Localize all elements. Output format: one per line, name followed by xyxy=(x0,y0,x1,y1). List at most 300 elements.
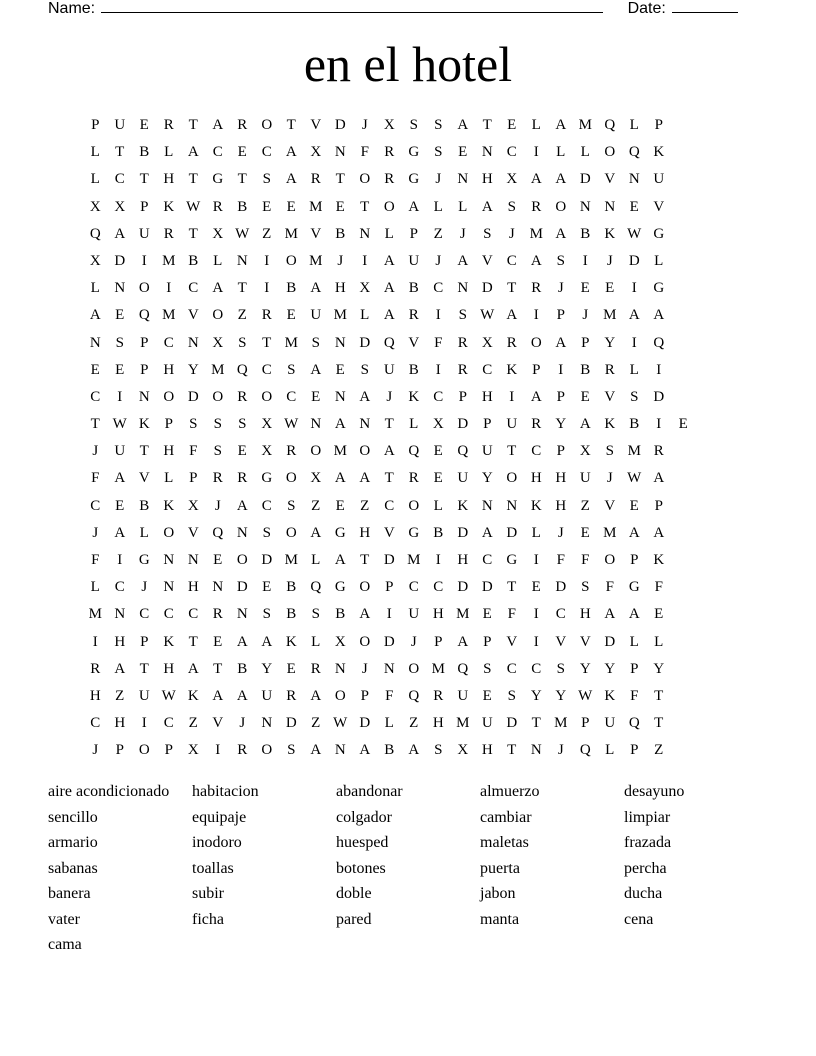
grid-letter: B xyxy=(286,579,297,596)
grid-letter: E xyxy=(482,606,492,623)
grid-letter: C xyxy=(188,280,199,297)
grid-letter: Y xyxy=(530,687,542,704)
grid-row xyxy=(83,330,733,357)
grid-letter: O xyxy=(163,524,175,541)
word-bank-item: pared xyxy=(336,910,372,928)
grid-letter: V xyxy=(481,252,493,269)
word-bank-item: puerta xyxy=(480,859,520,877)
header xyxy=(48,0,748,20)
grid-letter: H xyxy=(163,443,175,460)
grid-letter: E xyxy=(311,388,321,405)
grid-letter: E xyxy=(237,443,247,460)
grid-letter: D xyxy=(604,633,616,650)
grid-letter: J xyxy=(557,742,564,759)
grid-letter: P xyxy=(409,225,418,242)
grid-letter: N xyxy=(334,660,346,677)
grid-letter: D xyxy=(555,579,567,596)
grid-letter: N xyxy=(359,225,371,242)
grid-letter: N xyxy=(481,144,493,161)
grid-letter: I xyxy=(656,361,662,378)
grid-letter: I xyxy=(509,388,515,405)
grid-letter: Z xyxy=(433,225,443,242)
grid-letter: B xyxy=(384,742,395,759)
grid-letter: L xyxy=(164,470,174,487)
grid-letter: L xyxy=(531,117,541,133)
grid-letter: C xyxy=(433,388,444,405)
grid-letter: H xyxy=(114,633,126,650)
grid-letter: D xyxy=(285,715,297,732)
grid-letter: N xyxy=(212,579,224,596)
grid-letter: E xyxy=(335,497,345,514)
grid-letter: N xyxy=(236,606,248,623)
grid-letter: I xyxy=(435,307,441,324)
grid-letter: N xyxy=(628,171,640,188)
grid-letter: A xyxy=(481,524,493,541)
grid-letter: E xyxy=(433,470,443,487)
grid-letter: Q xyxy=(457,443,469,460)
grid-letter: L xyxy=(629,117,639,133)
grid-letter: O xyxy=(212,307,224,324)
grid-letter: A xyxy=(114,470,126,487)
grid-letter: K xyxy=(408,388,420,405)
grid-letter: N xyxy=(114,606,126,623)
grid-letter: B xyxy=(139,497,150,514)
grid-letter: T xyxy=(188,633,198,650)
grid-letter: A xyxy=(408,742,420,759)
grid-letter: A xyxy=(359,742,371,759)
grid-letter: N xyxy=(457,171,469,188)
grid-letter: A xyxy=(114,524,126,541)
grid-letter: E xyxy=(90,361,100,378)
grid-letter: R xyxy=(384,144,395,161)
grid-letter: S xyxy=(581,579,590,596)
grid-letter: I xyxy=(533,307,539,324)
grid-letter: L xyxy=(409,416,419,433)
grid-letter: P xyxy=(630,660,639,677)
word-bank-item: ducha xyxy=(624,885,663,902)
grid-letter: B xyxy=(286,606,297,623)
grid-letter: C xyxy=(482,361,493,378)
grid-letter: R xyxy=(457,334,468,351)
grid-letter: O xyxy=(604,552,616,568)
grid-letter: H xyxy=(89,687,101,704)
grid-letter: A xyxy=(310,524,322,541)
grid-letter: U xyxy=(481,715,493,732)
word-bank-item: equipaje xyxy=(192,808,247,826)
grid-letter: S xyxy=(434,117,443,133)
grid-letter: R xyxy=(531,416,542,433)
grid-letter: I xyxy=(92,633,98,650)
grid-letter: C xyxy=(163,715,174,732)
grid-letter: G xyxy=(408,524,420,541)
grid-letter: D xyxy=(383,633,395,650)
grid-letter: M xyxy=(603,307,617,324)
grid-letter: B xyxy=(237,198,248,215)
grid-letter: X xyxy=(334,633,346,650)
grid-letter: F xyxy=(360,144,369,161)
grid-letter: E xyxy=(482,687,492,704)
grid-letter: M xyxy=(162,307,176,324)
grid-letter: U xyxy=(506,416,518,433)
grid-letter: A xyxy=(359,470,371,487)
grid-row xyxy=(83,384,733,411)
grid-letter: D xyxy=(579,171,591,188)
grid-letter: M xyxy=(407,552,421,568)
grid-letter: H xyxy=(530,470,542,487)
grid-letter: J xyxy=(435,171,442,188)
grid-letter: P xyxy=(556,388,565,405)
grid-letter: B xyxy=(580,225,591,242)
grid-letter: M xyxy=(431,660,445,677)
grid-letter: U xyxy=(653,171,665,188)
grid-letter: P xyxy=(654,117,663,133)
grid-letter: B xyxy=(139,144,150,161)
grid-letter: A xyxy=(555,225,567,242)
grid-letter: M xyxy=(309,252,323,269)
word-bank-item: cama xyxy=(48,936,82,953)
grid-letter: D xyxy=(236,579,248,596)
grid-letter: M xyxy=(309,198,323,215)
grid-letter: A xyxy=(653,307,665,324)
grid-letter: V xyxy=(408,334,420,351)
grid-letter: Q xyxy=(653,334,665,351)
grid-letter: S xyxy=(409,117,418,133)
grid-letter: R xyxy=(237,117,248,133)
grid-letter: X xyxy=(261,443,273,460)
grid-letter: O xyxy=(138,280,150,297)
grid-letter: O xyxy=(310,443,322,460)
grid-letter: C xyxy=(188,606,199,623)
grid-letter: O xyxy=(138,742,150,759)
grid-letter: A xyxy=(285,171,297,188)
grid-letter: X xyxy=(359,280,371,297)
grid-letter: H xyxy=(114,715,126,732)
grid-letter: L xyxy=(580,144,590,161)
grid-letter: S xyxy=(630,388,639,405)
grid-letter: V xyxy=(579,633,591,650)
grid-letter: A xyxy=(579,416,591,433)
grid-letter: I xyxy=(166,280,172,297)
grid-letter: F xyxy=(91,470,100,487)
grid-letter: R xyxy=(310,171,321,188)
grid-letter: B xyxy=(335,225,346,242)
word-bank-item: maletas xyxy=(480,834,529,851)
grid-letter: P xyxy=(630,552,639,568)
grid-letter: A xyxy=(187,144,199,161)
grid-letter: L xyxy=(629,633,639,650)
grid-letter: O xyxy=(261,388,273,405)
grid-letter: N xyxy=(506,497,518,514)
grid-letter: K xyxy=(163,633,175,650)
grid-letter: L xyxy=(213,252,223,269)
grid-letter: O xyxy=(530,334,542,351)
grid-letter: M xyxy=(333,307,347,324)
grid-letter: F xyxy=(434,334,443,351)
grid-letter: N xyxy=(89,334,101,351)
grid-letter: A xyxy=(310,687,322,704)
grid-letter: A xyxy=(530,171,542,188)
grid-letter: M xyxy=(211,361,225,378)
grid-letter: J xyxy=(606,252,613,269)
grid-letter: N xyxy=(604,198,616,215)
grid-letter: P xyxy=(581,715,590,732)
grid-letter: U xyxy=(481,443,493,460)
grid-letter: R xyxy=(212,198,223,215)
grid-letter: S xyxy=(507,198,516,215)
grid-letter: A xyxy=(334,552,346,568)
grid-letter: O xyxy=(285,470,297,487)
grid-letter: L xyxy=(90,280,100,297)
name-blank-line[interactable] xyxy=(101,0,603,13)
word-bank-item: abandonar xyxy=(336,783,403,800)
page-title: en el hotel xyxy=(303,36,513,92)
grid-row xyxy=(83,357,733,384)
grid-letter: R xyxy=(212,606,223,623)
grid-letter: U xyxy=(138,687,150,704)
grid-letter: W xyxy=(284,416,299,433)
grid-letter: A xyxy=(457,117,469,133)
grid-letter: K xyxy=(653,552,665,568)
word-bank-item: manta xyxy=(480,910,520,928)
grid-letter: I xyxy=(435,552,441,568)
grid-letter: T xyxy=(139,443,149,460)
grid-row xyxy=(83,166,733,193)
grid-letter: E xyxy=(654,606,664,623)
grid-letter: X xyxy=(187,742,199,759)
grid-letter: O xyxy=(359,171,371,188)
grid-letter: T xyxy=(139,171,149,188)
grid-letter: D xyxy=(457,579,469,596)
grid-letter: R xyxy=(286,687,297,704)
grid-row xyxy=(83,438,733,465)
grid-letter: D xyxy=(261,552,273,568)
grid-letter: Z xyxy=(237,307,247,324)
grid-letter: G xyxy=(408,144,420,161)
grid-letter: N xyxy=(261,715,273,732)
grid-letter: E xyxy=(115,307,125,324)
grid-letter: A xyxy=(383,443,395,460)
grid-letter: A xyxy=(383,307,395,324)
grid-letter: Q xyxy=(212,524,224,541)
grid-letter: W xyxy=(627,470,642,487)
grid-letter: P xyxy=(385,579,394,596)
grid-letter: R xyxy=(163,117,174,133)
grid-letter: K xyxy=(506,361,518,378)
grid-letter: A xyxy=(310,361,322,378)
grid-letter: B xyxy=(408,361,419,378)
grid-letter: E xyxy=(458,144,468,161)
grid-letter: O xyxy=(604,144,616,161)
word-bank-item: huesped xyxy=(336,834,389,851)
grid-letter: B xyxy=(286,280,297,297)
grid-letter: J xyxy=(606,470,613,487)
grid-letter: W xyxy=(235,225,250,242)
grid-letter: M xyxy=(529,225,543,242)
grid-letter: P xyxy=(630,742,639,759)
grid-letter: L xyxy=(556,144,566,161)
grid-letter: N xyxy=(138,388,150,405)
grid-letter: D xyxy=(187,388,199,405)
grid-letter: T xyxy=(507,742,517,759)
grid-letter: W xyxy=(480,307,495,324)
grid-letter: O xyxy=(506,470,518,487)
grid-letter: H xyxy=(163,361,175,378)
grid-row xyxy=(83,302,733,329)
grid-row xyxy=(83,112,733,139)
grid-letter: G xyxy=(653,280,665,297)
grid-letter: I xyxy=(582,252,588,269)
grid-letter: J xyxy=(557,524,564,541)
grid-letter: D xyxy=(481,280,493,297)
grid-letter: E xyxy=(580,524,590,541)
grid-letter: J xyxy=(239,715,246,732)
grid-row xyxy=(83,547,733,574)
grid-letter: M xyxy=(284,334,298,351)
grid-letter: N xyxy=(163,579,175,596)
grid-letter: G xyxy=(408,171,420,188)
grid-letter: U xyxy=(114,117,126,133)
grid-letter: R xyxy=(653,443,664,460)
grid-row xyxy=(83,465,733,492)
grid-letter: Z xyxy=(360,497,370,514)
grid-letter: V xyxy=(604,497,616,514)
grid-letter: F xyxy=(91,552,100,568)
grid-letter: A xyxy=(212,687,224,704)
grid-letter: S xyxy=(556,660,565,677)
grid-letter: Z xyxy=(262,225,272,242)
grid-letter: A xyxy=(187,660,199,677)
grid-row xyxy=(83,710,733,737)
grid-letter: E xyxy=(629,198,639,215)
grid-letter: A xyxy=(114,660,126,677)
grid-letter: K xyxy=(604,687,616,704)
grid-letter: A xyxy=(653,524,665,541)
grid-letter: N xyxy=(236,524,248,541)
grid-letter: O xyxy=(285,524,297,541)
grid-letter: T xyxy=(360,198,370,215)
grid-letter: E xyxy=(262,579,272,596)
grid-letter: E xyxy=(507,117,517,133)
grid-letter: S xyxy=(311,334,320,351)
grid-letter: E xyxy=(139,117,149,133)
grid-letter: L xyxy=(139,524,149,541)
grid-letter: T xyxy=(531,715,541,732)
grid-letter: S xyxy=(189,416,198,433)
grid-letter: Z xyxy=(580,497,590,514)
grid-letter: T xyxy=(507,280,517,297)
grid-letter: T xyxy=(237,171,247,188)
grid-letter: R xyxy=(408,307,419,324)
grid-letter: R xyxy=(163,225,174,242)
grid-row xyxy=(83,221,733,248)
grid-letter: H xyxy=(457,552,469,568)
grid-letter: X xyxy=(89,252,101,269)
grid-letter: C xyxy=(90,497,101,514)
grid-letter: M xyxy=(88,606,102,623)
grid-letter: N xyxy=(163,552,175,568)
grid-letter: D xyxy=(359,334,371,351)
grid-letter: L xyxy=(164,144,174,161)
word-bank-item: percha xyxy=(624,859,667,877)
grid-letter: T xyxy=(360,552,370,568)
grid-letter: Z xyxy=(311,497,321,514)
word-bank-item: botones xyxy=(336,859,386,877)
grid-letter: U xyxy=(408,252,420,269)
grid-letter: U xyxy=(138,225,150,242)
grid-letter: K xyxy=(285,633,297,650)
grid-letter: O xyxy=(555,198,567,215)
grid-letter: T xyxy=(90,416,100,433)
grid-letter: P xyxy=(140,361,149,378)
grid-letter: I xyxy=(141,715,147,732)
grid-letter: I xyxy=(533,633,539,650)
grid-letter: Q xyxy=(604,117,616,133)
grid-letter: S xyxy=(262,171,271,188)
grid-letter: O xyxy=(285,252,297,269)
grid-letter: N xyxy=(530,742,542,759)
grid-letter: O xyxy=(359,443,371,460)
grid-row xyxy=(83,656,733,683)
grid-letter: A xyxy=(310,280,322,297)
grid-letter: D xyxy=(114,252,126,269)
word-bank-item: sencillo xyxy=(48,808,98,826)
grid-letter: O xyxy=(261,117,273,133)
grid-row xyxy=(83,194,733,221)
grid-letter: R xyxy=(457,361,468,378)
grid-letter: C xyxy=(408,579,419,596)
date-blank-line[interactable] xyxy=(672,0,738,13)
grid-letter: D xyxy=(457,524,469,541)
grid-letter: P xyxy=(140,633,149,650)
grid-letter: W xyxy=(161,687,176,704)
grid-row xyxy=(83,139,733,166)
grid-letter: D xyxy=(383,552,395,568)
grid-letter: V xyxy=(555,633,567,650)
grid-letter: A xyxy=(236,633,248,650)
grid-letter: H xyxy=(432,715,444,732)
grid-letter: L xyxy=(531,524,541,541)
grid-letter: L xyxy=(90,144,100,161)
grid-letter: Y xyxy=(604,660,616,677)
grid-letter: J xyxy=(92,742,99,759)
grid-letter: A xyxy=(408,198,420,215)
grid-letter: H xyxy=(359,524,371,541)
name-label: Name: xyxy=(48,0,96,17)
grid-letter: R xyxy=(90,660,101,677)
grid-letter: O xyxy=(383,198,395,215)
grid-letter: M xyxy=(284,552,298,568)
grid-letter: U xyxy=(457,687,469,704)
grid-letter: A xyxy=(334,416,346,433)
grid-letter: K xyxy=(653,144,665,161)
grid-letter: Z xyxy=(311,715,321,732)
grid-letter: U xyxy=(383,361,395,378)
grid-letter: B xyxy=(433,524,444,541)
grid-letter: Y xyxy=(555,687,567,704)
grid-letter: U xyxy=(604,715,616,732)
grid-letter: D xyxy=(506,715,518,732)
grid-letter: P xyxy=(164,416,173,433)
grid-letter: Q xyxy=(408,443,420,460)
grid-letter: K xyxy=(163,497,175,514)
grid-letter: P xyxy=(654,497,663,514)
grid-letter: L xyxy=(433,198,443,215)
grid-letter: A xyxy=(555,117,567,133)
grid-letter: M xyxy=(456,715,470,732)
grid-letter: T xyxy=(384,470,394,487)
grid-letter: Q xyxy=(628,144,640,161)
grid-letter: B xyxy=(237,660,248,677)
